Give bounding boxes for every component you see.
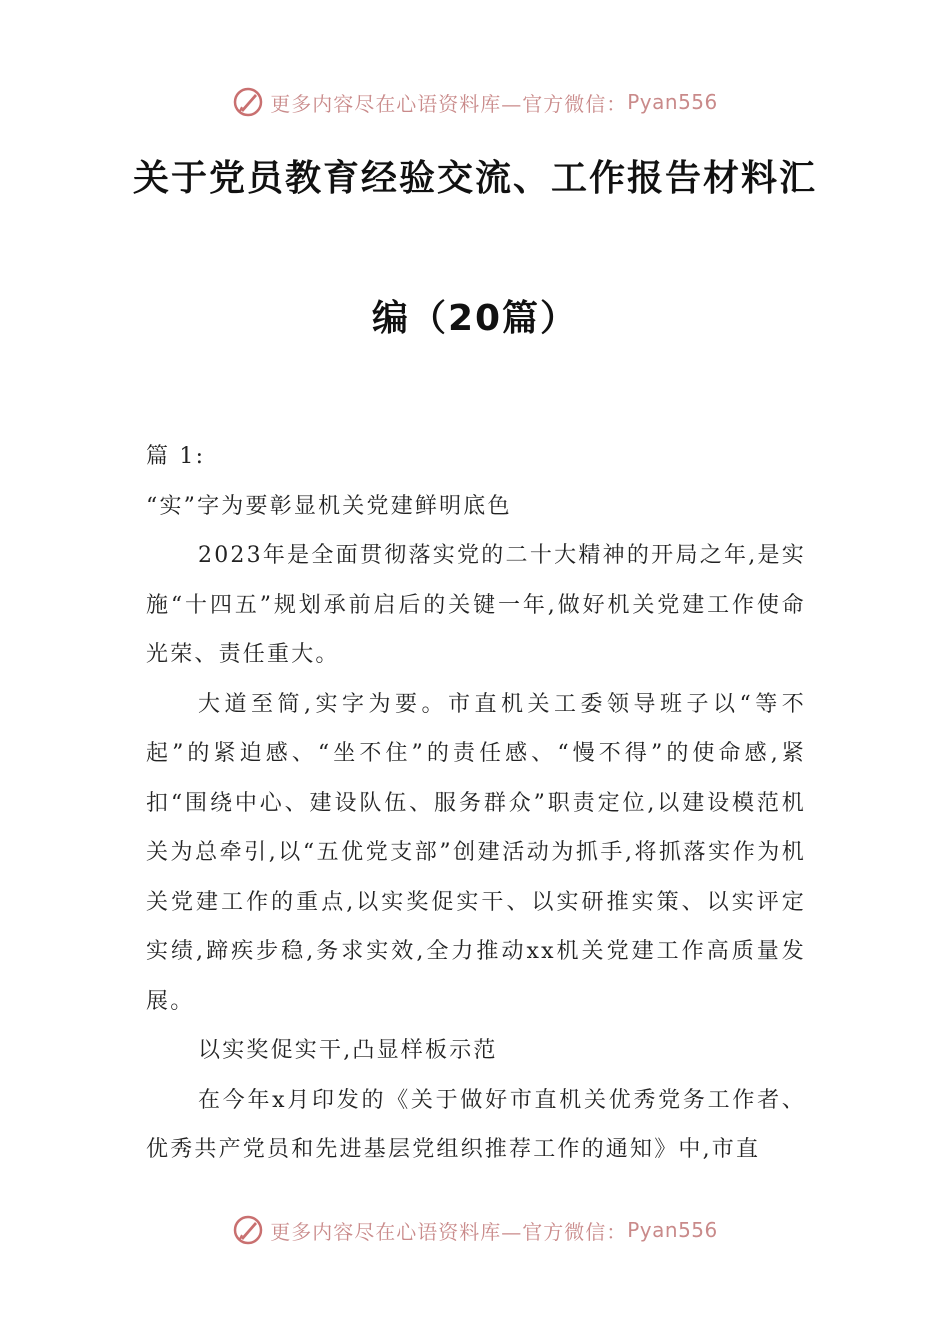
paragraph: 2023年是全面贯彻落实党的二十大精神的开局之年,是实施“十四五”规划承前启后的关键一年,做好机关党建工作使命光荣、责任重大。	[146, 543, 806, 667]
watermark-header	[0, 82, 950, 122]
quill-logo-icon	[232, 1214, 264, 1246]
subheading: 以实奖促实干,凸显样板示范	[198, 1038, 498, 1063]
document-body	[146, 432, 806, 1175]
document-title-line-2: 编（20篇）	[371, 298, 579, 339]
paragraph: 大道至简,实字为要。市直机关工委领导班子以“等不起”的紧迫感、“坐不住”的责任感、“慢不得”的使命感,紧扣“围绕中心、建设队伍、服务群众”职责定位,以建设模范机关为总牵引,以“五优党支部”创建活动为抓手,将抓落实作为机关党建工作的重点,以实奖促实干、以实研推实策、以实评定实绩,蹄疾步稳,务求实效,全力推动xx机关党建工作高质量发展。	[146, 691, 806, 1014]
section-label: 篇 1:	[146, 444, 206, 469]
section-heading: “实”字为要彰显机关党建鲜明底色	[146, 493, 512, 519]
quill-logo-icon	[232, 86, 264, 118]
paragraph: 在今年x月印发的《关于做好市直机关优秀党务工作者、优秀共产党员和先进基层党组织推荐工作的通知》中,市直	[146, 1087, 806, 1162]
watermark-text: 更多内容尽在心语资料库—官方微信：	[270, 1219, 628, 1244]
watermark-wechat-id: Pyan556	[627, 90, 718, 114]
watermark-text: 更多内容尽在心语资料库—官方微信：	[270, 91, 628, 116]
document-title-line-1: 关于党员教育经验交流、工作报告材料汇	[132, 158, 817, 199]
watermark-footer	[0, 1210, 950, 1250]
watermark-wechat-id: Pyan556	[627, 1218, 718, 1242]
